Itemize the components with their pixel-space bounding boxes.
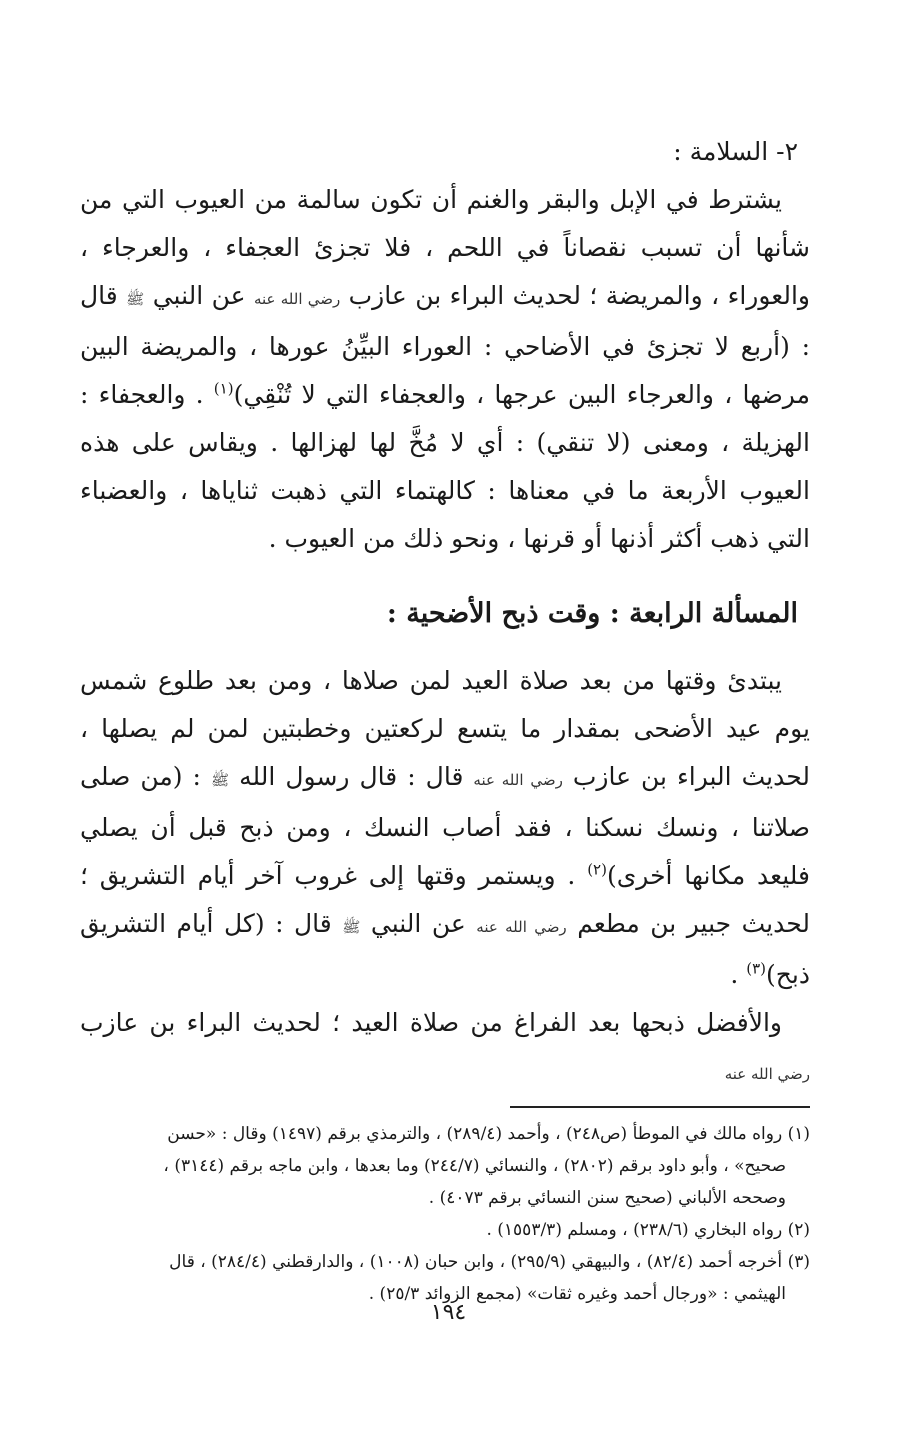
footnote-text: رواه البخاري (٢٣٨/٦) ، ومسلم (١٥٥٣/٣) . <box>486 1220 783 1240</box>
footnote-number: (١) <box>787 1124 810 1144</box>
footnote-text: أخرجه أحمد (٨٢/٤) ، والبيهقي (٢٩٥/٩) ، وابن حبان (١٠٠٨) ، والدارقطني (٢٨٤/٤) ، قال <box>169 1252 783 1272</box>
paragraph-safety <box>80 176 810 563</box>
honorific-salla: ﷺ <box>210 771 230 789</box>
safety-text-1: يشترط في الإبل والبقر والغنم أن تكون سالمة من العيوب التي من شأنها أن تسبب نقصاناً في اللحم ، فلا تجزئ العجفاء ، والعرجاء ، والعوراء ، والمريضة ؛ لحديث البراء بن عازب <box>80 185 810 310</box>
safety-text-3: . والعجفاء : الهزيلة ، ومعنى (لا تنقي) : أي لا مُخَّ لها لهزالها . ويقاس على هذه العيوب الأربعة ما في معناها : كالهتماء التي ذهبت ثناياها ، والعضباء التي ذهب أكثر أذنها أو قرنها ، ونحو ذلك من العيوب . <box>80 380 810 553</box>
time-text-a: يبتدئ وقتها من بعد صلاة العيد لمن صلاها ، ومن بعد طلوع شمس يوم عيد الأضحى بمقدار ما يتسع لركعتين وخطبتين لمن لم يصلها ، لحديث البراء بن عازب <box>80 666 810 791</box>
preferred-text: والأفضل ذبحها بعد الفراغ من صلاة العيد ؛ لحديث البراء بن عازب <box>80 1008 782 1037</box>
time-text-g: . <box>730 960 739 989</box>
safety-text-1b: عن النبي <box>152 281 246 310</box>
footnote-text: رواه مالك في الموطأ (ص٢٤٨) ، وأحمد (٢٨٩/٤) ، والترمذي برقم (١٤٩٧) وقال : «حسن <box>167 1124 783 1144</box>
safety-text-2: قال : (أربع لا تجزئ في الأضاحي : العوراء البيِّنُ عورها ، والمريضة البين مرضها ، والعرجاء البين عرجها ، والعجفاء التي لا تُنْقِي) <box>80 281 810 409</box>
footnote-ref-2[interactable]: (٢) <box>587 860 607 879</box>
page-body <box>80 128 810 1310</box>
honorific-salla: ﷺ <box>126 290 145 308</box>
honorific-salla: ﷺ <box>342 918 361 936</box>
honorific-radiyallah: رضي الله عنه <box>253 290 341 308</box>
footnote-1 <box>80 1118 810 1214</box>
footnote-text: وصححه الألباني (صحيح سنن النسائي برقم ٤٠٧٣) . <box>428 1188 786 1208</box>
footnote-number: (٣) <box>787 1252 810 1272</box>
footnotes <box>80 1118 810 1310</box>
honorific-radiyallah: رضي الله عنه <box>476 918 567 936</box>
time-text-b: قال : قال رسول الله <box>239 762 464 791</box>
subheading-safety: ٢- السلامة : <box>673 137 798 166</box>
footnote-text: صحيح» ، وأبو داود برقم (٢٨٠٢) ، والنسائي (٢٤٤/٧) وما بعدها ، وابن ماجه برقم (٣١٤٤) ، <box>163 1156 786 1176</box>
section-title-fourth-issue: المسألة الرابعة : وقت ذبح الأضحية : <box>386 598 798 629</box>
time-text-e: عن النبي <box>370 909 466 938</box>
time-text-f: قال : (كل أيام التشريق ذبح) <box>80 909 810 989</box>
time-text-d: . ويستمر وقتها إلى غروب آخر أيام التشريق ؛ لحديث جبير بن مطعم <box>80 861 810 938</box>
footnote-ref-1[interactable]: (١) <box>213 379 234 398</box>
footnote-ref-3[interactable]: (٣) <box>746 959 767 978</box>
time-text-c: : (من صلى صلاتنا ، ونسك نسكنا ، فقد أصاب النسك ، ومن ذبح قبل أن يصلي فليعد مكانها أخرى) <box>80 762 810 890</box>
paragraph-time <box>80 657 810 999</box>
honorific-radiyallah: رضي الله عنه <box>473 771 563 789</box>
footnote-divider <box>510 1106 810 1108</box>
paragraph-preferred <box>80 999 810 1098</box>
footnote-2 <box>80 1214 810 1246</box>
footnote-number: (٢) <box>787 1220 810 1240</box>
footnote-text: الهيثمي : «ورجال أحمد وغيره ثقات» (مجمع الزوائد ٢٥/٣) . <box>368 1284 786 1304</box>
honorific-radiyallah: رضي الله عنه <box>724 1065 810 1083</box>
page-number: ١٩٤ <box>430 1300 467 1325</box>
